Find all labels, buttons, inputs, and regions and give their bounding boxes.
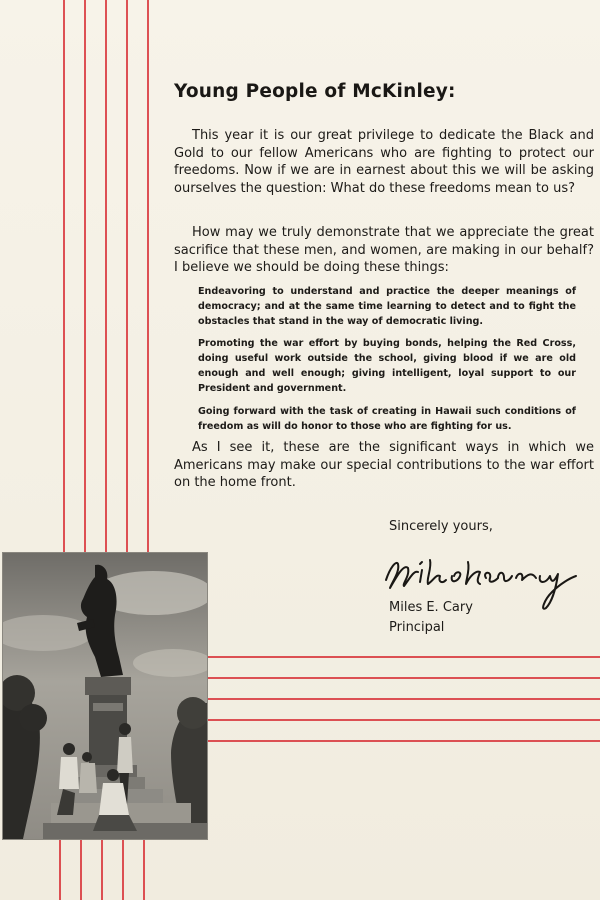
red-rule-vertical [143, 839, 145, 900]
letter-list-item: Endeavoring to understand and practice the deeper meanings of democracy; and at the same time learning to detect and to fight the obstacles that stand in the way of democratic living. [198, 286, 576, 327]
red-rule-horizontal [206, 719, 600, 721]
red-rule-horizontal [206, 740, 600, 742]
signer-name: Miles E. Cary [389, 600, 473, 615]
red-rule-horizontal [206, 677, 600, 679]
red-rule-vertical [80, 839, 82, 900]
red-rule-vertical [122, 839, 124, 900]
red-rule-vertical [126, 0, 128, 552]
letter-closing: Sincerely yours, [389, 519, 493, 534]
letter-salutation: Young People of McKinley: [174, 81, 456, 102]
letter-paragraph: As I see it, these are the significant ways in which we Americans may make our special contributions to the war effort on the home front. [174, 440, 594, 490]
red-rule-vertical [101, 839, 103, 900]
signer-title: Principal [389, 620, 445, 635]
red-rule-vertical [147, 0, 149, 552]
red-rule-vertical [84, 0, 86, 552]
statue-photograph [2, 552, 208, 840]
red-rule-vertical [59, 839, 61, 900]
letter-list-item: Going forward with the task of creating in Hawaii such conditions of freedom as will do honor to those who are fighting for us. [198, 406, 576, 432]
red-rule-vertical [105, 0, 107, 552]
letter-list-item: Promoting the war effort by buying bonds, helping the Red Cross, doing useful work outside the school, giving blood if we are old enough and well enough; giving intelligent, loyal support to our President and government. [198, 338, 576, 394]
red-rule-horizontal [206, 698, 600, 700]
letter-paragraph: This year it is our great privilege to dedicate the Black and Gold to our fellow Americans who are fighting to protect our freedoms. Now if we are in earnest about this we will be asking ourselves the question: What do these freedoms mean to us? [174, 128, 594, 196]
red-rule-horizontal [206, 656, 600, 658]
red-rule-vertical [63, 0, 65, 552]
letter-paragraph: How may we truly demonstrate that we appreciate the great sacrifice that these men, and women, are making in our behalf? I believe we should be doing these things: [174, 225, 594, 275]
